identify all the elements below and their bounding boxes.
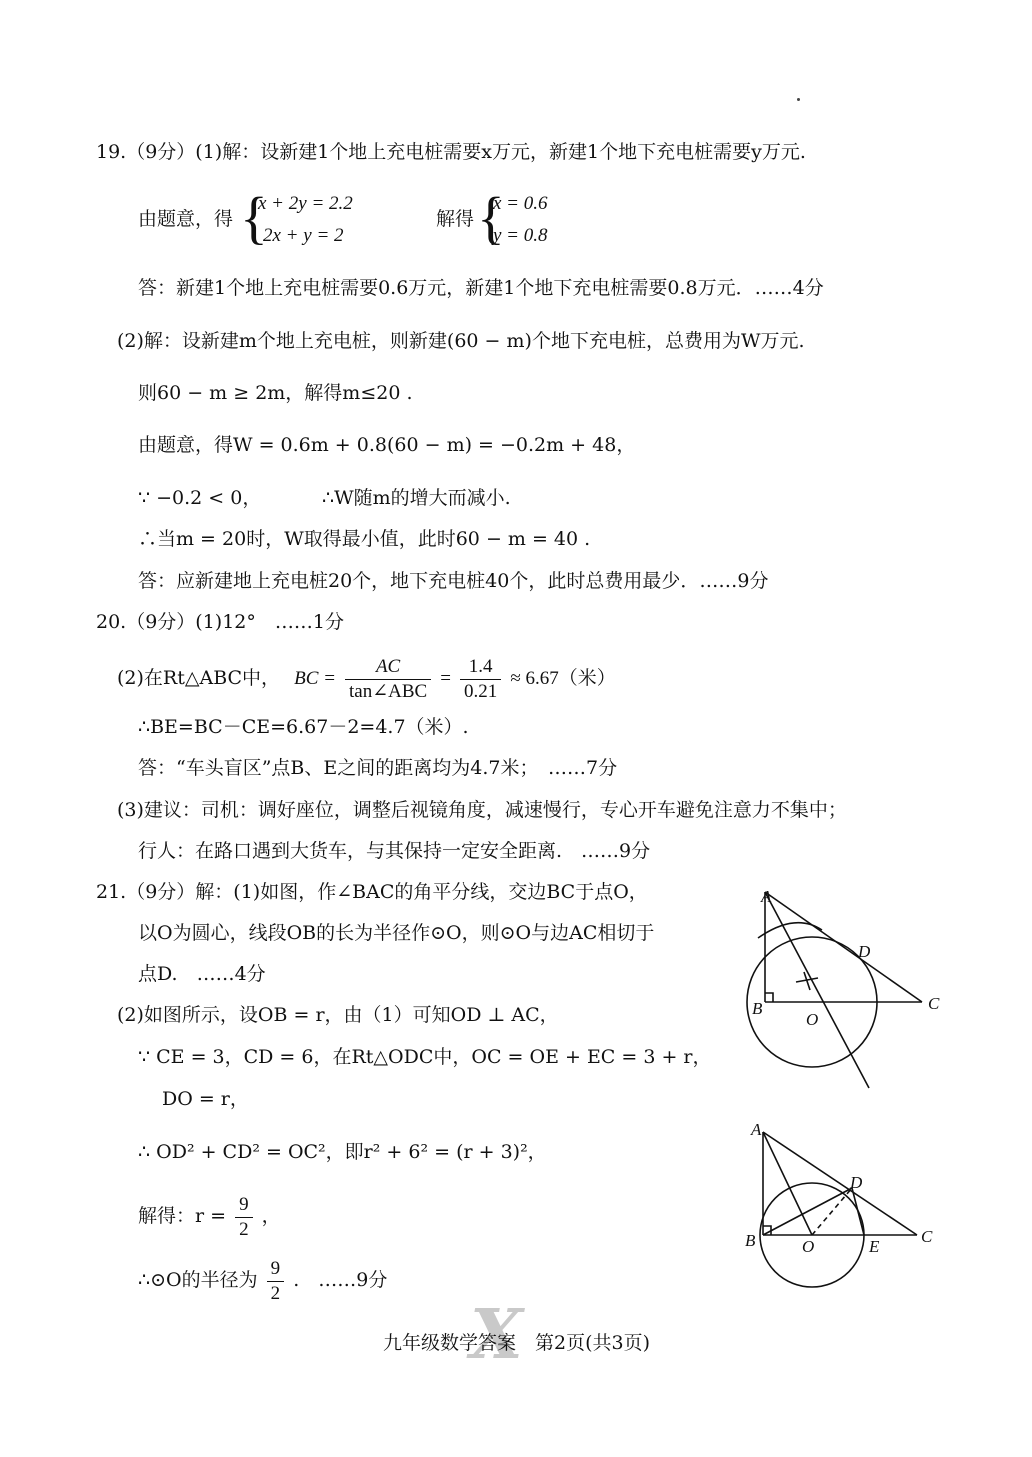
- q19-solution-2: y = 0.8: [493, 225, 548, 246]
- q20-frac2-numerator: 1.4: [460, 655, 501, 680]
- q19-solution-1: x = 0.6: [493, 193, 548, 214]
- q21-radius-denominator: 2: [270, 1282, 281, 1304]
- fig2-label-b: B: [745, 1231, 756, 1250]
- fig2-label-a: A: [751, 1120, 762, 1139]
- q21-solve-prefix: 解得：r =: [138, 1205, 227, 1227]
- q21-r-numerator: 9: [235, 1193, 253, 1218]
- q21-r-fraction: [235, 1193, 253, 1242]
- fig2-label-o: O: [802, 1237, 815, 1256]
- q21-solve-suffix: ，: [261, 1205, 281, 1227]
- q19-therefore-decreasing: ∴W随m的增大而减小.: [322, 487, 511, 509]
- q20-fraction-values: [460, 655, 501, 704]
- q19-because: ∵ −0.2 < 0，: [138, 487, 262, 509]
- q19-solve-prefix: 解得: [436, 208, 475, 230]
- fig1-label-a: A: [761, 887, 772, 906]
- q19-answer-1: 答：新建1个地上充电桩需要0.6万元，新建1个地下充电桩需要0.8万元．……4分: [138, 277, 824, 299]
- q20-equals: =: [440, 668, 451, 689]
- fig1-side-ac: [765, 892, 922, 1002]
- q19-system-brace: {: [240, 185, 268, 250]
- fig2-segment-bd: [763, 1188, 852, 1235]
- fig1-label-b: B: [752, 999, 763, 1018]
- q21-line-2: 以O为圆心，线段OB的长为半径作⊙O，则⊙O与边AC相切于: [138, 922, 655, 944]
- q21-line-6: DO = r，: [162, 1088, 249, 1110]
- q21-line-1: 21.（9分）解：(1)如图，作∠BAC的角平分线，交边BC于点O，: [96, 881, 648, 903]
- q21-radius-suffix: . ……9分: [293, 1269, 388, 1291]
- page-footer: 九年级数学答案 第2页(共3页): [383, 1332, 651, 1354]
- fig2-side-ac: [763, 1132, 917, 1235]
- q19-cost-function: 由题意，得W = 0.6m + 0.8(60 − m) = −0.2m + 48，: [138, 434, 636, 456]
- q20-be-calculation: ∴BE=BC－CE=6.67－2=4.7（米）.: [138, 716, 469, 738]
- figure-2-tangent-circle: [740, 1115, 960, 1300]
- q20-frac1-numerator: AC: [345, 655, 431, 680]
- q19-setup-prefix: 由题意，得: [138, 208, 234, 230]
- stray-dot: [797, 98, 800, 101]
- fig2-label-c: C: [921, 1227, 933, 1246]
- fig2-label-e: E: [869, 1237, 880, 1256]
- q21-r-denominator: 2: [239, 1218, 249, 1240]
- q20-fraction-ac-tan: [345, 655, 431, 704]
- q21-line-4: (2)如图所示，设OB = r，由（1）可知OD ⊥ AC，: [117, 1004, 559, 1026]
- q20-frac1-denominator: tan∠ABC: [349, 680, 428, 702]
- q20-suggestion-line-1: (3)建议：司机：调好座位，调整后视镜角度，减速慢行，专心开车避免注意力不集中；: [117, 799, 847, 821]
- q21-line-3: 点D. ……4分: [138, 963, 266, 985]
- fig1-right-angle: [765, 993, 773, 1002]
- watermark-logo: X: [470, 1295, 523, 1375]
- q19-equation-2: 2x + y = 2: [263, 225, 344, 246]
- q21-radius-line: [138, 1252, 387, 1308]
- q20-approx-value: ≈ 6.67（米）: [510, 668, 616, 689]
- q20-suggestion-line-2: 行人：在路口遇到大货车，与其保持一定安全距离. ……9分: [138, 840, 651, 862]
- q19-answer-2: 答：应新建地上充电桩20个，地下充电桩40个，此时总费用最少．……9分: [138, 570, 769, 592]
- q19-equation-1: x + 2y = 2.2: [258, 193, 353, 214]
- fig1-label-d: D: [858, 942, 871, 961]
- fig1-label-c: C: [928, 994, 940, 1013]
- q21-line-5: ∵ CE = 3，CD = 6，在Rt△ODC中，OC = OE + EC = 3 + r，: [138, 1046, 712, 1068]
- q19-therefore-minimum: ∴当m = 20时，W取得最小值，此时60 − m = 40 .: [138, 528, 591, 550]
- q21-solve-line: [138, 1188, 281, 1244]
- q20-header: 20.（9分）(1)12° ……1分: [96, 611, 344, 633]
- q21-line-7: ∴ OD² + CD² = OC²，即r² + 6² = (r + 3)²，: [138, 1141, 547, 1163]
- fig2-label-d: D: [850, 1173, 863, 1192]
- q19-header: 19.（9分）(1)解：设新建1个地上充电桩需要x万元，新建1个地下充电桩需要y万元.: [96, 141, 806, 163]
- q19-solution-brace: {: [477, 185, 505, 250]
- q21-radius-prefix: ∴⊙O的半径为: [138, 1269, 258, 1291]
- fig1-label-o: O: [806, 1010, 819, 1029]
- q19-inequality: 则60 − m ≥ 2m，解得m≤20 .: [138, 382, 413, 404]
- q20-bc-label: BC =: [294, 668, 336, 689]
- q20-part2-line: [117, 650, 616, 707]
- figure-1-angle-bisector: [740, 880, 960, 1095]
- q19-part2-intro: (2)解：设新建m个地上充电桩，则新建(60 − m)个地下充电桩，总费用为W万元.: [117, 330, 805, 352]
- q20-frac2-denominator: 0.21: [464, 680, 498, 702]
- q20-answer: 答：“车头盲区”点B、E之间的距离均为4.7米； ……7分: [138, 757, 618, 779]
- q21-radius-fraction: [267, 1257, 285, 1306]
- q20-part2-prefix: (2)在Rt△ABC中，: [117, 667, 281, 689]
- q21-radius-numerator: 9: [267, 1257, 285, 1282]
- fig1-arc-mark: [758, 923, 822, 938]
